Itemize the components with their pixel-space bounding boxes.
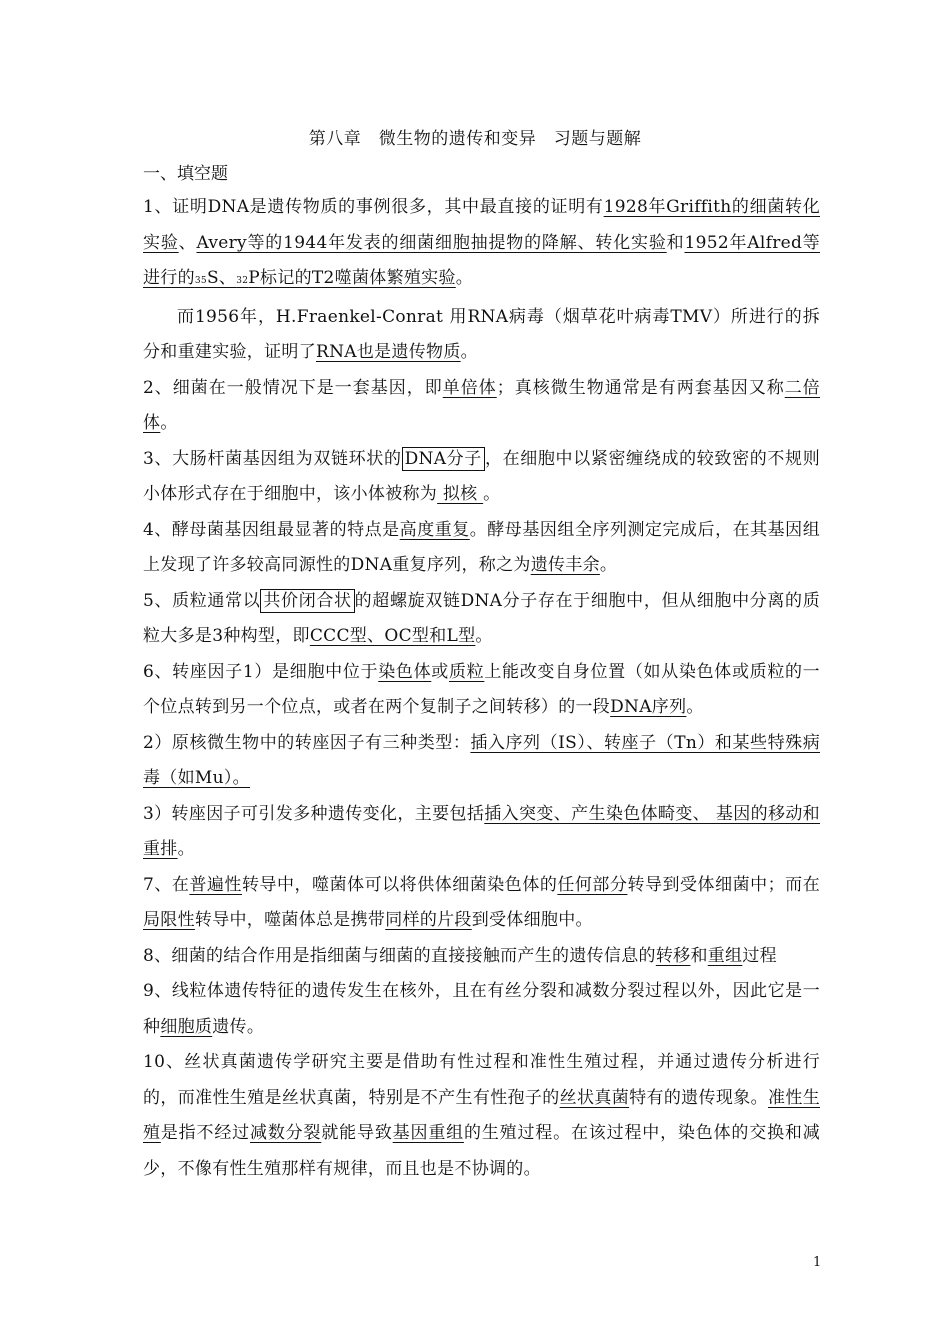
question-text: ；真核微生物通常是有两套基因又称 <box>496 377 785 398</box>
question-text: 3）转座因子可引发多种遗传变化，主要包括 <box>143 803 485 824</box>
answer-blank: 重组 <box>707 945 743 966</box>
question-text: 转导到受体细菌中；而在 <box>627 874 820 895</box>
question-text: 1、证明DNA是遗传物质的事例很多，其中最直接的证明有 <box>143 197 604 217</box>
question-text: 10、丝状真菌遗传学研究主要是借助有性过程和准性生殖过程，并通过遗传分析进行的，而准性生殖是丝状真菌，特别是不产生有性孢子的 <box>143 1052 820 1108</box>
question-7 <box>143 868 820 939</box>
question-6-part-2 <box>143 726 820 797</box>
question-text: 2、细菌在一般情况下是一套基因，即 <box>143 377 443 398</box>
question-text: 6、转座因子1）是细胞中位于 <box>143 661 379 682</box>
question-text: 。 <box>475 626 493 646</box>
question-text: 7、在 <box>143 874 190 895</box>
question-4 <box>143 513 820 584</box>
question-text: 就能导致 <box>321 1123 393 1143</box>
question-text: 的生殖过程。在该过程中，染色体的交换和减少，不像有性生殖那样有规律，而且也是不协调的。 <box>143 1123 821 1179</box>
isotope-mass: 35 <box>194 276 207 286</box>
isotope-mass: 32 <box>236 276 249 286</box>
answer-blank: 基因重组 <box>392 1123 464 1143</box>
answer-blank: CCC型、OC型和L型 <box>309 626 476 646</box>
answer-part: S、 <box>206 268 237 288</box>
question-text: 转导中，噬菌体可以将供体细菌染色体的 <box>241 874 558 895</box>
answer-blank: 细胞质 <box>160 1016 213 1037</box>
question-2 <box>143 371 820 442</box>
question-text: 。 <box>686 697 704 717</box>
answer-blank: 丝状真菌 <box>559 1087 630 1108</box>
answer-blank: 准性生殖 <box>143 1087 821 1143</box>
answer-blank: 1928年Griffith的细菌转化实验 <box>143 197 820 253</box>
question-3 <box>143 442 820 513</box>
answer-blank: Avery等的1944年发表的细菌细胞抽提物的降解、转化实验 <box>196 232 667 253</box>
boxed-answer: DNA分子 <box>402 447 485 471</box>
answer-part: P标记的T2噬菌体繁殖实验 <box>248 268 456 288</box>
answer-blank: 单倍体 <box>442 377 497 398</box>
answer-part: 1952年Alfred等进行的 <box>143 232 820 288</box>
answer-blank: 高度重复 <box>399 519 470 540</box>
question-text: 的超螺旋双链DNA分子存在于细胞中，但从细胞中分离的质粒大多是3种构型，即 <box>143 590 820 646</box>
question-text: 或 <box>431 661 449 682</box>
boxed-answer: 共价闭合状 <box>260 589 354 613</box>
answer-blank: RNA也是遗传物质 <box>316 342 461 362</box>
answer-blank: 任何部分 <box>557 874 628 895</box>
question-6 <box>143 655 820 726</box>
question-1 <box>143 190 820 300</box>
question-text: 。酵母基因组全序列测定完成后，在其基因组上发现了许多较高同源性的DNA重复序列，称之为 <box>143 519 820 575</box>
chapter-title: 第八章 微生物的遗传和变异 习题与题解 <box>308 129 642 149</box>
document-body <box>143 190 820 1187</box>
question-text: 4、酵母菌基因组最显著的特点是 <box>143 519 400 540</box>
answer-blank: 普遍性 <box>189 874 242 895</box>
question-text: 。 <box>599 555 618 575</box>
question-text: 。 <box>483 484 501 504</box>
question-10 <box>143 1045 820 1187</box>
question-text: 特有的遗传现象。 <box>629 1087 768 1108</box>
answer-blank: 质粒 <box>448 661 485 682</box>
question-text: 8、细菌的结合作用是指细菌与细菌的直接接触而产生的遗传信息的 <box>143 945 656 966</box>
question-1-continued <box>143 300 820 371</box>
question-text: 和 <box>690 945 708 966</box>
answer-blank: 同样的片段 <box>385 910 472 930</box>
question-text: 5、质粒通常以 <box>143 590 261 611</box>
answer-blank: 遗传丰余 <box>530 555 600 575</box>
question-text: 。 <box>455 268 474 288</box>
answer-blank: 二倍体 <box>143 377 820 433</box>
question-text: 和 <box>666 232 685 253</box>
question-text: 是指不经过 <box>160 1123 250 1143</box>
question-5 <box>143 584 820 655</box>
question-text: 、 <box>178 232 197 253</box>
answer-blank: 插入序列（IS）、转座子（Tn）和某些特殊病毒（如Mu）。 <box>143 732 821 788</box>
question-text: 过程 <box>742 945 777 966</box>
question-text: 。 <box>160 413 178 433</box>
section-heading: 一、填空题 <box>143 164 228 184</box>
question-text: 而1956年，H.Fraenkel-Conrat 用RNA病毒（烟草花叶病毒TMV）所进行的拆分和重建实验，证明了 <box>143 306 820 362</box>
question-text: 到受体细胞中。 <box>471 910 593 930</box>
answer-blank: 转移 <box>655 945 691 966</box>
question-text: 2）原核微生物中的转座因子有三种类型： <box>143 732 471 753</box>
question-9 <box>143 974 820 1045</box>
question-text: 转导中，噬菌体总是携带 <box>194 910 386 930</box>
question-6-part-3 <box>143 797 820 868</box>
question-text: 遗传。 <box>212 1016 265 1037</box>
answer-blank: 局限性 <box>143 910 195 930</box>
answer-blank: DNA序列 <box>610 697 687 717</box>
answer-blank: 染色体 <box>378 661 432 682</box>
question-text: ，在细胞中以紧密缠绕成的较致密的不规则小体形式存在于细胞中，该小体被称为 <box>143 448 820 504</box>
question-text: 。 <box>460 342 478 362</box>
answer-blank: 减数分裂 <box>250 1123 322 1143</box>
question-text: 上能改变自身位置（如从染色体或质粒的一个位点转到另一个位点，或者在两个复制子之间转移）的一段 <box>143 661 820 717</box>
answer-blank: 插入突变、产生染色体畸变、 基因的移动和重排 <box>143 803 820 859</box>
page-number: 1 <box>813 1255 822 1270</box>
question-text: 3、大肠杆菌基因组为双链环状的 <box>143 448 402 469</box>
answer-blank: 拟核 <box>437 484 484 504</box>
question-text: 。 <box>177 839 195 859</box>
question-8 <box>143 939 820 975</box>
question-text: 9、线粒体遗传特征的遗传发生在核外，且在有丝分裂和减数分裂过程以外，因此它是一种 <box>143 981 820 1037</box>
